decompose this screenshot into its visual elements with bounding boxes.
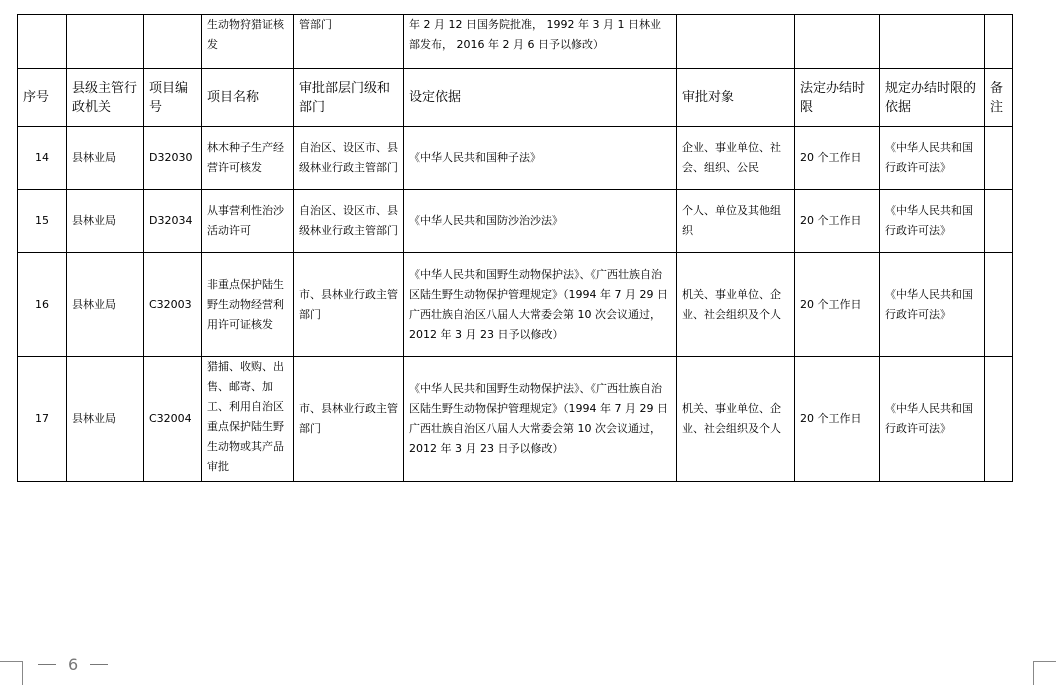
footer-dash-left bbox=[38, 664, 56, 665]
row-target: 机关、事业单位、企业、社会组织及个人 bbox=[677, 253, 795, 357]
row-name: 从事营利性治沙活动许可 bbox=[202, 190, 294, 253]
row-dept: 市、县林业行政主管部门 bbox=[294, 253, 404, 357]
row-name: 林木种子生产经营许可核发 bbox=[202, 127, 294, 190]
page-footer bbox=[26, 655, 120, 674]
cont-seq-cell bbox=[18, 15, 67, 69]
row-limit-basis: 《中华人民共和国行政许可法》 bbox=[880, 190, 985, 253]
row-authority: 县林业局 bbox=[67, 253, 144, 357]
cont-note-cell bbox=[985, 15, 1013, 69]
row-limit: 20 个工作日 bbox=[795, 127, 880, 190]
row-note bbox=[985, 253, 1013, 357]
row-target: 企业、事业单位、社会、组织、公民 bbox=[677, 127, 795, 190]
header-basis: 设定依据 bbox=[404, 69, 677, 127]
row-basis: 《中华人民共和国种子法》 bbox=[404, 127, 677, 190]
row-limit-basis: 《中华人民共和国行政许可法》 bbox=[880, 357, 985, 482]
row-note bbox=[985, 357, 1013, 482]
row-code: C32003 bbox=[144, 253, 202, 357]
row-code: C32004 bbox=[144, 357, 202, 482]
row-limit: 20 个工作日 bbox=[795, 190, 880, 253]
crop-mark-left-h bbox=[0, 661, 22, 662]
row-note bbox=[985, 190, 1013, 253]
row-limit-basis: 《中华人民共和国行政许可法》 bbox=[880, 253, 985, 357]
crop-mark-right-v bbox=[1033, 661, 1034, 685]
continued-row bbox=[18, 15, 1013, 69]
cont-target-cell bbox=[677, 15, 795, 69]
header-name: 项目名称 bbox=[202, 69, 294, 127]
row-name: 非重点保护陆生野生动物经营利用许可证核发 bbox=[202, 253, 294, 357]
header-seq: 序号 bbox=[18, 69, 67, 127]
header-authority: 县级主管行政机关 bbox=[67, 69, 144, 127]
row-target: 机关、事业单位、企业、社会组织及个人 bbox=[677, 357, 795, 482]
table-row bbox=[18, 253, 1013, 357]
header-dept: 审批部层门级和部门 bbox=[294, 69, 404, 127]
row-seq: 14 bbox=[18, 127, 67, 190]
row-authority: 县林业局 bbox=[67, 127, 144, 190]
row-code: D32034 bbox=[144, 190, 202, 253]
header-limit: 法定办结时限 bbox=[795, 69, 880, 127]
crop-mark-left-v bbox=[22, 661, 23, 685]
row-name: 猎捕、收购、出售、邮寄、加工、利用自治区重点保护陆生野生动物或其产品审批 bbox=[202, 357, 294, 482]
cont-authority-cell bbox=[67, 15, 144, 69]
cont-name-cell: 生动物狩猎证核发 bbox=[202, 15, 294, 69]
approval-items-table bbox=[17, 14, 1013, 482]
row-dept: 自治区、设区市、县级林业行政主管部门 bbox=[294, 190, 404, 253]
row-code: D32030 bbox=[144, 127, 202, 190]
cont-limit-cell bbox=[795, 15, 880, 69]
cont-dept-cell: 管部门 bbox=[294, 15, 404, 69]
table-row bbox=[18, 127, 1013, 190]
header-code: 项目编号 bbox=[144, 69, 202, 127]
row-note bbox=[985, 127, 1013, 190]
header-limit-basis: 规定办结时限的依据 bbox=[880, 69, 985, 127]
header-note: 备注 bbox=[985, 69, 1013, 127]
crop-mark-right-h bbox=[1034, 661, 1056, 662]
row-seq: 16 bbox=[18, 253, 67, 357]
page-number: 6 bbox=[68, 655, 79, 674]
row-target: 个人、单位及其他组织 bbox=[677, 190, 795, 253]
row-seq: 17 bbox=[18, 357, 67, 482]
row-dept: 自治区、设区市、县级林业行政主管部门 bbox=[294, 127, 404, 190]
row-basis: 《中华人民共和国野生动物保护法》、《广西壮族自治区陆生野生动物保护管理规定》（1994 年 7 月 29 日广西壮族自治区八届人大常委会第 10 次会议通过， 2012 年 3 月 23 日予以修改） bbox=[404, 357, 677, 482]
header-target: 审批对象 bbox=[677, 69, 795, 127]
row-limit: 20 个工作日 bbox=[795, 253, 880, 357]
header-row bbox=[18, 69, 1013, 127]
row-seq: 15 bbox=[18, 190, 67, 253]
footer-dash-right bbox=[90, 664, 108, 665]
row-authority: 县林业局 bbox=[67, 190, 144, 253]
cont-basis-cell: 年 2 月 12 日国务院批准， 1992 年 3 月 1 日林业部发布， 2016 年 2 月 6 日予以修改） bbox=[404, 15, 677, 69]
row-basis: 《中华人民共和国野生动物保护法》、《广西壮族自治区陆生野生动物保护管理规定》（1994 年 7 月 29 日广西壮族自治区八届人大常委会第 10 次会议通过， 2012 年 3 月 23 日予以修改） bbox=[404, 253, 677, 357]
row-limit: 20 个工作日 bbox=[795, 357, 880, 482]
row-authority: 县林业局 bbox=[67, 357, 144, 482]
row-dept: 市、县林业行政主管部门 bbox=[294, 357, 404, 482]
table-row bbox=[18, 190, 1013, 253]
row-limit-basis: 《中华人民共和国行政许可法》 bbox=[880, 127, 985, 190]
row-basis: 《中华人民共和国防沙治沙法》 bbox=[404, 190, 677, 253]
cont-limit-basis-cell bbox=[880, 15, 985, 69]
table-row bbox=[18, 357, 1013, 482]
cont-code-cell bbox=[144, 15, 202, 69]
